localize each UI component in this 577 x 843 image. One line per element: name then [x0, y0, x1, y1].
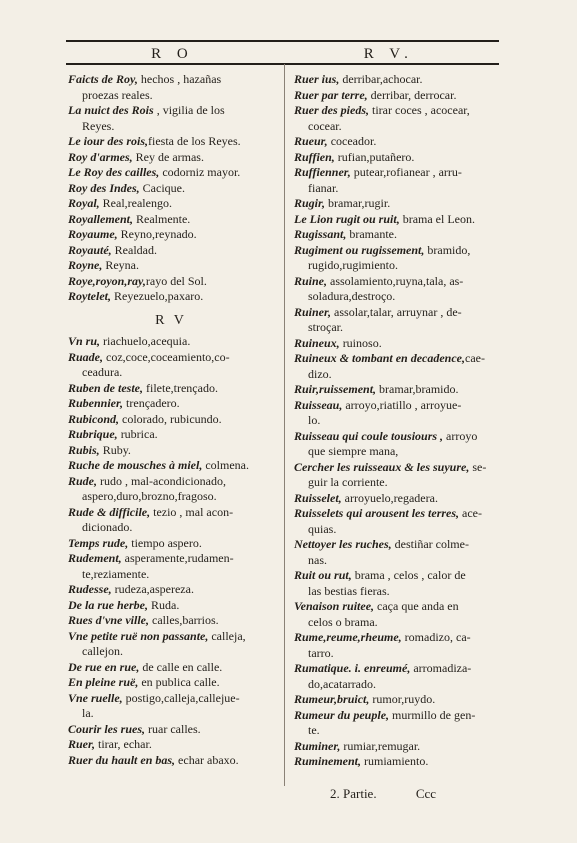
entry-continuation: la. — [82, 706, 94, 720]
dictionary-entry — [294, 537, 504, 568]
entry-definition: hechos , hazañas — [137, 72, 222, 86]
entry-definition: colorado, rubicundo. — [119, 411, 222, 426]
entry-definition: tirar, echar. — [95, 737, 152, 751]
entry-continuation: te. — [308, 723, 320, 737]
entry-definition: caça que anda en — [374, 599, 459, 613]
dictionary-entry — [294, 506, 504, 537]
entry-definition: bramido, — [424, 242, 471, 257]
entry-continuation: callejon. — [82, 644, 123, 658]
entry-headword: Faicts de Roy, — [68, 72, 138, 86]
dictionary-entry — [294, 382, 504, 398]
entry-headword: Ruisselet, — [294, 490, 342, 505]
dictionary-entry — [294, 212, 504, 228]
entry-headword: Royauté, — [68, 242, 112, 257]
entry-definition: de calle en calle. — [139, 659, 223, 674]
entry-headword: Roy des Indes, — [68, 180, 140, 195]
entry-headword: Roytelet, — [68, 289, 111, 303]
entry-headword: De rue en rue, — [68, 659, 140, 674]
signature-mark: 2. Partie. — [330, 786, 377, 801]
entry-headword: Ruche de mousches à miel, — [68, 458, 203, 472]
dictionary-entry — [294, 165, 504, 196]
entry-headword: Roye,royon,ray, — [68, 273, 146, 288]
entry-headword: Rume,reume,rheume, — [294, 630, 402, 644]
entry-headword: Royaume, — [68, 227, 118, 241]
entry-headword: Royallement, — [68, 211, 133, 226]
entry-definition: rudo , mal-acondicionado, — [97, 473, 226, 488]
page-footer — [330, 786, 472, 802]
entry-definition: Cacique. — [139, 180, 185, 195]
entry-headword: Rumeur du peuple, — [294, 707, 390, 722]
entry-headword: Royne, — [68, 258, 103, 272]
running-header — [66, 46, 499, 64]
left-column-entries-rv — [68, 334, 274, 768]
entry-headword: Ruer par terre, — [294, 87, 368, 102]
dictionary-entry — [68, 196, 274, 212]
dictionary-entry — [294, 754, 504, 770]
entry-headword: Ruer ius, — [294, 72, 340, 86]
entry-definition: Ruby. — [99, 442, 131, 457]
entry-headword: Ruffienner, — [294, 165, 351, 179]
dictionary-entry — [68, 181, 274, 197]
entry-definition: fiesta de los Reyes. — [148, 134, 241, 148]
entry-headword: La nuict des Rois — [68, 103, 154, 117]
entry-continuation: stroçar. — [308, 320, 343, 334]
header-left: R O — [151, 46, 194, 62]
entry-definition: arroyo — [443, 428, 478, 443]
entry-definition: rudeza,aspereza. — [111, 582, 194, 596]
entry-continuation: rugido,rugimiento. — [308, 258, 398, 272]
entry-headword: Rugissant, — [294, 227, 347, 241]
dictionary-entry — [68, 212, 274, 228]
entry-headword: Rugir, — [294, 196, 326, 210]
dictionary-entry — [294, 88, 504, 104]
dictionary-entry — [68, 505, 274, 536]
entry-continuation: quias. — [308, 521, 337, 536]
entry-headword: Venaison ruitee, — [294, 599, 375, 613]
entry-continuation: ceadura. — [82, 365, 123, 379]
entry-continuation: lo. — [308, 413, 321, 427]
entry-continuation: aspero,duro,brozno,fragoso. — [82, 489, 217, 503]
dictionary-entry — [68, 722, 274, 738]
entry-headword: Ruisseau, — [294, 397, 343, 412]
dictionary-entry — [294, 708, 504, 739]
entry-definition: Realdad. — [111, 242, 157, 257]
entry-continuation: soladura,destroço. — [308, 289, 396, 303]
entry-definition: en publica calle. — [138, 675, 220, 689]
dictionary-entry — [68, 150, 274, 166]
entry-headword: Rubennier, — [68, 396, 124, 410]
entry-headword: Ruiner, — [294, 304, 332, 319]
entry-definition: bramar,bramido. — [376, 382, 459, 396]
entry-headword: Ruer des pieds, — [294, 103, 369, 117]
entry-definition: arromadiza- — [410, 661, 472, 675]
dictionary-entry — [294, 630, 504, 661]
dictionary-entry — [68, 582, 274, 598]
entry-definition: Realmente. — [133, 211, 191, 226]
catchword: Ccc — [415, 786, 437, 801]
entry-headword: Le iour des rois, — [68, 134, 149, 148]
entry-continuation: guir la corriente. — [308, 475, 388, 489]
dictionary-entry — [294, 150, 504, 166]
entry-headword: Vne petite ruë non passante, — [68, 628, 209, 643]
column-divider — [284, 64, 285, 786]
entry-headword: Rumatique. i. enreumé, — [294, 661, 411, 675]
entry-headword: De la rue herbe, — [68, 597, 148, 612]
entry-headword: Ruer, — [68, 737, 96, 751]
dictionary-entry — [68, 427, 274, 443]
entry-definition: tirar coces , acocear, — [369, 103, 470, 117]
entry-definition: filete,trençado. — [143, 380, 218, 395]
dictionary-entry — [68, 334, 274, 350]
entry-definition: ace- — [459, 506, 483, 520]
entry-definition: rumiar,remugar. — [340, 738, 421, 753]
dictionary-entry — [68, 412, 274, 428]
entry-definition: destiñar colme- — [391, 537, 469, 551]
entry-continuation: cocear. — [308, 118, 342, 133]
entry-headword: Nettoyer les ruches, — [294, 537, 392, 551]
dictionary-entry — [294, 460, 504, 491]
entry-headword: Rueur, — [294, 134, 328, 148]
entry-continuation: que siempre mana, — [308, 444, 399, 458]
entry-headword: Rubicond, — [68, 411, 120, 426]
dictionary-entry — [294, 243, 504, 274]
entry-definition: Reyna. — [102, 258, 139, 272]
entry-headword: Ruer du hault en bas, — [68, 752, 176, 767]
entry-headword: Rues d'vne ville, — [68, 613, 149, 627]
entry-continuation: fianar. — [308, 180, 339, 195]
entry-headword: Ruir,ruissement, — [294, 382, 377, 396]
entry-headword: Ruffien, — [294, 149, 335, 164]
dictionary-entry — [294, 305, 504, 336]
entry-definition: arroyo,riatillo , arroyue- — [342, 397, 462, 412]
entry-definition: brama el Leon. — [399, 211, 476, 226]
left-column-entries-ro — [68, 72, 274, 305]
entry-definition: putear,rofianear , arru- — [350, 165, 462, 179]
entry-definition: rufian,putañero. — [334, 149, 415, 164]
entry-definition: assolamiento,ruyna,tala, as- — [327, 273, 464, 288]
dictionary-entry — [68, 660, 274, 676]
entry-headword: Ruminer, — [294, 738, 341, 753]
entry-headword: Le Roy des cailles, — [68, 165, 160, 179]
entry-definition: echar abaxo. — [175, 752, 239, 767]
dictionary-entry — [294, 491, 504, 507]
entry-continuation: te,reziamente. — [82, 566, 150, 581]
entry-headword: Ruben de teste, — [68, 380, 143, 395]
entry-definition: se- — [469, 459, 487, 474]
dictionary-entry — [294, 692, 504, 708]
dictionary-entry — [294, 227, 504, 243]
entry-definition: ruar calles. — [145, 721, 201, 736]
entry-continuation: las bestias fieras. — [308, 583, 390, 598]
dictionary-entry — [68, 289, 274, 305]
entry-headword: Rugiment ou rugissement, — [294, 242, 425, 257]
entry-continuation: proezas reales. — [82, 87, 153, 102]
dictionary-entry — [68, 691, 274, 722]
entry-continuation: Reyes. — [82, 118, 115, 133]
entry-definition: rumor,ruydo. — [369, 692, 436, 706]
dictionary-entry — [294, 398, 504, 429]
dictionary-entry — [294, 274, 504, 305]
entry-definition: riachuelo,acequia. — [100, 334, 191, 348]
dictionary-entry — [294, 72, 504, 88]
dictionary-entry — [294, 599, 504, 630]
entry-continuation: dizo. — [308, 366, 332, 381]
entry-headword: Cercher les ruisseaux & les suyure, — [294, 459, 470, 474]
entry-definition: cae- — [465, 351, 485, 365]
entry-definition: rayo del Sol. — [145, 273, 207, 288]
entry-headword: Ruade, — [68, 349, 104, 364]
header-rule-top — [66, 40, 499, 42]
header-rule-bottom — [66, 63, 499, 65]
entry-headword: En pleine ruë, — [68, 675, 139, 689]
entry-headword: Royal, — [68, 196, 100, 210]
entry-definition: rumiamiento. — [361, 754, 429, 768]
dictionary-entry — [68, 103, 274, 134]
entry-continuation: celos o brama. — [308, 614, 378, 629]
header-right: R V. — [363, 46, 414, 62]
entry-definition: tezio , mal acon- — [150, 504, 234, 519]
entry-definition: postigo,calleja,callejue- — [122, 690, 240, 705]
entry-headword: Ruine, — [294, 273, 328, 288]
entry-headword: Rudement, — [68, 551, 122, 565]
entry-definition: romadizo, ca- — [401, 630, 471, 644]
entry-headword: Rubis, — [68, 442, 100, 457]
entry-definition: derribar,achocar. — [339, 72, 423, 86]
entry-continuation: do,acatarrado. — [308, 676, 376, 691]
entry-headword: Courir les rues, — [68, 721, 146, 736]
dictionary-entry — [68, 551, 274, 582]
right-column — [294, 72, 504, 770]
entry-definition: bramar,rugir. — [325, 196, 391, 210]
entry-definition: bramante. — [346, 227, 398, 241]
entry-definition: , vigilia de los — [153, 103, 225, 117]
entry-headword: Roy d'armes, — [68, 149, 133, 164]
entry-definition: coz,coce,coceamiento,co- — [103, 349, 230, 364]
entry-headword: Rumeur,bruict, — [294, 692, 370, 706]
dictionary-entry — [68, 598, 274, 614]
left-column — [68, 72, 274, 768]
dictionary-entry — [68, 134, 274, 150]
entry-headword: Ruisseau qui coule tousiours , — [294, 428, 444, 443]
dictionary-entry — [294, 568, 504, 599]
entry-definition: murmillo de gen- — [389, 707, 476, 722]
entry-definition: Ruda. — [148, 597, 180, 612]
entry-definition: coceador. — [327, 134, 377, 148]
dictionary-entry — [294, 429, 504, 460]
dictionary-entry — [68, 243, 274, 259]
entry-definition: arroyuelo,regadera. — [341, 490, 438, 505]
right-column-entries — [294, 72, 504, 770]
entry-headword: Ruineux & tombant en decadence, — [294, 351, 465, 365]
section-heading: R V — [155, 312, 187, 328]
entry-headword: Le Lion rugit ou ruit, — [294, 211, 400, 226]
entry-definition: assolar,talar, arruynar , de- — [331, 304, 462, 319]
entry-definition: Real,realengo. — [99, 196, 172, 210]
entry-continuation: tarro. — [308, 645, 334, 660]
entry-definition: codorniz mayor. — [159, 165, 241, 179]
dictionary-entry — [68, 227, 274, 243]
entry-headword: Temps rude, — [68, 535, 129, 550]
dictionary-entry — [68, 381, 274, 397]
entry-continuation: dicionado. — [82, 520, 133, 534]
dictionary-entry — [68, 613, 274, 629]
entry-definition: Reyezuelo,paxaro. — [110, 289, 204, 303]
dictionary-entry — [68, 458, 274, 474]
entry-headword: Ruineux, — [294, 335, 340, 350]
entry-definition: ruinoso. — [339, 335, 382, 350]
entry-definition: rubrica. — [117, 427, 158, 441]
entry-headword: Ruisselets qui arousent les terres, — [294, 506, 460, 520]
dictionary-entry — [294, 336, 504, 352]
entry-definition: calles,barrios. — [149, 613, 219, 627]
entry-headword: Rude & difficile, — [68, 504, 151, 519]
entry-headword: Rubrique, — [68, 427, 118, 441]
dictionary-entry — [294, 134, 504, 150]
dictionary-entry — [68, 474, 274, 505]
entry-definition: colmena. — [202, 458, 249, 472]
dictionary-entry — [294, 103, 504, 134]
entry-definition: trençadero. — [123, 396, 180, 410]
dictionary-entry — [68, 737, 274, 753]
dictionary-entry — [68, 753, 274, 769]
dictionary-entry — [294, 661, 504, 692]
dictionary-entry — [294, 351, 504, 382]
entry-definition: brama , celos , calor de — [351, 568, 466, 582]
entry-headword: Vn ru, — [68, 334, 101, 348]
entry-headword: Ruit ou rut, — [294, 568, 352, 582]
dictionary-entry — [68, 258, 274, 274]
entry-headword: Rude, — [68, 473, 98, 488]
entry-headword: Rudesse, — [68, 582, 112, 596]
entry-definition: Rey de armas. — [132, 149, 204, 164]
entry-definition: calleja, — [208, 628, 246, 643]
dictionary-entry — [68, 443, 274, 459]
dictionary-entry — [68, 396, 274, 412]
dictionary-entry — [68, 350, 274, 381]
dictionary-entry — [68, 675, 274, 691]
entry-continuation: nas. — [308, 552, 327, 567]
entry-definition: asperamente,rudamen- — [121, 551, 234, 565]
entry-definition: derribar, derrocar. — [367, 87, 457, 102]
entry-headword: Ruminement, — [294, 754, 362, 768]
dictionary-entry — [68, 536, 274, 552]
dictionary-entry — [68, 72, 274, 103]
entry-headword: Vne ruelle, — [68, 690, 123, 705]
dictionary-entry — [68, 629, 274, 660]
dictionary-entry — [68, 274, 274, 290]
dictionary-entry — [294, 196, 504, 212]
entry-definition: Reyno,reynado. — [117, 227, 197, 241]
entry-definition: tiempo aspero. — [128, 535, 202, 550]
dictionary-entry — [294, 739, 504, 755]
dictionary-entry — [68, 165, 274, 181]
